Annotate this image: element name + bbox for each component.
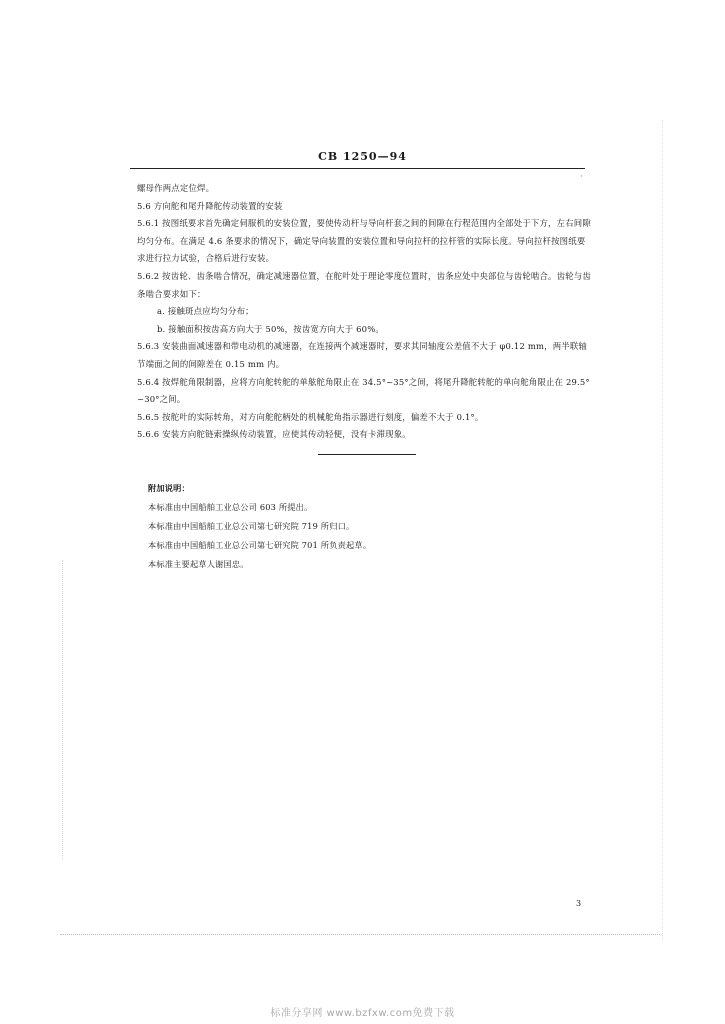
header-rule xyxy=(130,168,585,169)
scan-edge-left xyxy=(62,560,63,860)
clause-5-6-4: 5.6.4 按焊舵角限制器，应将方向舵转舵的单舷舵角限止在 34.5°~35°之间，将尾升降舵转舵的单向舵角限止在 29.5°~30°之间。 xyxy=(137,376,590,405)
clause-5-6-1: 5.6.1 按图纸要求首先确定伺服机的安装位置，要使传动杆与导向杆套之间的间隙在行程范围内全部处于下方，左右间隙均匀分布。在满足 4.6 条要求的情况下，确定导向装置的安装位置和导向拉杆的拉杆管的实际长度。导向拉杆按图纸要求进行拉力试验，合格后进行安装。 xyxy=(137,218,591,264)
clause-5-6-5: 5.6.5 按舵叶的实际转角，对方向舵舵柄处的机械舵角指示器进行刻度，偏差不大于 0.1°。 xyxy=(137,411,484,422)
additional-notes xyxy=(148,479,528,574)
section-body xyxy=(137,180,592,444)
note-line: 本标准由中国船舶工业总公司第七研究院 701 所负责起草。 xyxy=(148,540,372,550)
clause-5-6-2: 5.6.2 按齿轮、齿条啮合情况，确定减速器位置，在舵叶处于理论零度位置时，齿条应处中央部位与齿轮啮合。齿轮与齿条啮合要求如下： xyxy=(137,270,591,299)
note-line: 本标准由中国船舶工业总公司第七研究院 719 所归口。 xyxy=(148,521,355,531)
note-line: 本标准由中国船舶工业总公司 603 所提出。 xyxy=(148,502,313,512)
scan-noise-line xyxy=(60,934,660,935)
clause-5-6-3: 5.6.3 安装曲面减速器和带电动机的减速器，在连接两个减速器时，要求其同轴度公差值不大于 φ0.12 mm，两半联轴节端面之间的间隙差在 0.15 mm 内。 xyxy=(137,341,587,369)
section-heading-5-6: 5.6 方向舵和尾升降舵传动装置的安装 xyxy=(137,200,283,211)
note-line: 本标准主要起草人谢国忠。 xyxy=(148,559,249,569)
end-of-text-rule xyxy=(318,454,416,455)
scan-edge-right xyxy=(662,120,663,940)
scan-mark: · xyxy=(580,172,583,181)
text-line-continuation: 螺母作两点定位焊。 xyxy=(137,183,215,193)
watermark-text: 标准分享网 www.bzfxw.com免费下载 xyxy=(270,1008,455,1019)
page-number: 3 xyxy=(576,899,582,908)
list-item-a: a. 接触斑点应均匀分布； xyxy=(157,306,254,317)
list-item-b: b. 接触面积按齿高方向大于 50%，按齿宽方向大于 60%。 xyxy=(157,323,384,334)
notes-title: 附加说明： xyxy=(148,483,190,493)
clause-5-6-6: 5.6.6 安装方向舵链索操纵传动装置，应使其传动轻便，没有卡滞现象。 xyxy=(137,429,411,440)
standard-code-header: CB 1250—94 xyxy=(318,150,407,163)
